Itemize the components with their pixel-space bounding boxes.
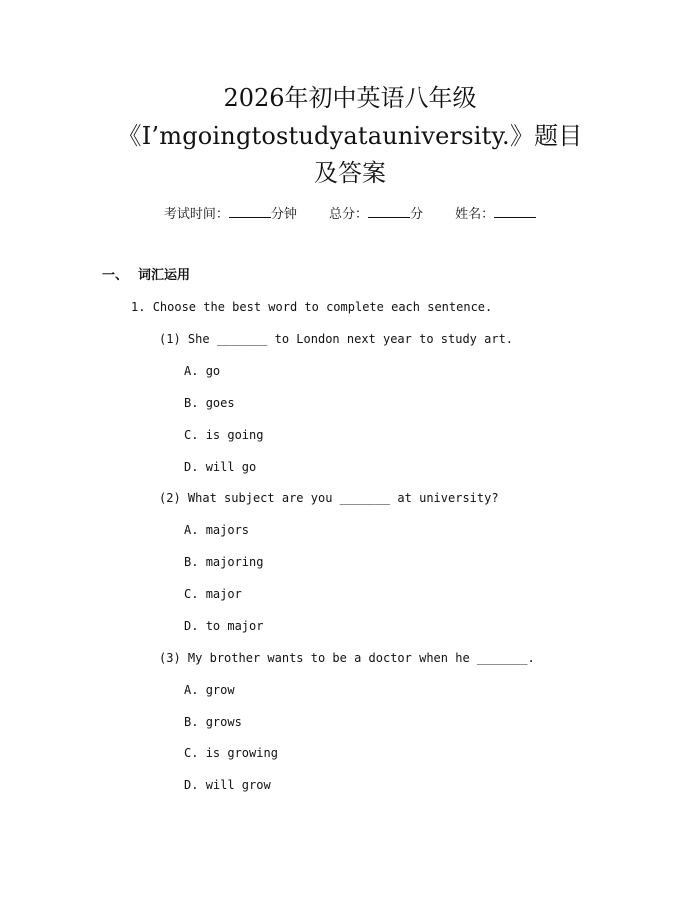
option-text: will grow: [205, 778, 271, 792]
section-title: 词汇运用: [138, 268, 191, 283]
question-instruction: Choose the best word to complete each sentence.: [152, 300, 493, 314]
option-letter: A.: [184, 364, 199, 378]
option-text: will go: [205, 460, 257, 474]
exam-time-unit: 分钟: [270, 207, 297, 222]
option-letter: D.: [184, 778, 199, 792]
option-3c[interactable]: [184, 744, 278, 762]
option-text: goes: [205, 396, 235, 410]
question-number: 1.: [131, 300, 146, 314]
option-text: majoring: [205, 555, 264, 569]
total-score: [329, 204, 423, 225]
student-name-blank[interactable]: [494, 204, 536, 218]
exam-time: [164, 204, 297, 225]
total-score-label: 总分：: [328, 207, 368, 222]
option-2d[interactable]: [184, 617, 263, 635]
sub-question-2: [159, 489, 499, 507]
option-text: is going: [205, 428, 264, 442]
option-text: major: [205, 587, 242, 601]
total-score-blank[interactable]: [368, 204, 410, 218]
student-name: [455, 204, 536, 225]
option-letter: C.: [184, 746, 199, 760]
option-1d[interactable]: [184, 458, 256, 476]
option-3d[interactable]: [184, 776, 271, 794]
exam-time-label: 考试时间：: [163, 207, 229, 222]
option-2c[interactable]: [184, 585, 242, 603]
option-text: majors: [205, 523, 250, 537]
option-letter: A.: [184, 683, 199, 697]
sub-question-text: She _______ to London next year to study art.: [187, 332, 514, 346]
option-1b[interactable]: [184, 394, 235, 412]
option-text: go: [205, 364, 221, 378]
option-text: grows: [205, 715, 242, 729]
exam-time-blank[interactable]: [229, 204, 271, 218]
document-title-line-1: 2026年初中英语八年级: [223, 84, 477, 112]
option-letter: C.: [184, 587, 199, 601]
option-1c[interactable]: [184, 426, 263, 444]
document-title-line-3: 及答案: [314, 159, 386, 187]
option-text: grow: [205, 683, 235, 697]
option-letter: C.: [184, 428, 199, 442]
option-3b[interactable]: [184, 713, 242, 731]
section-heading: [102, 266, 190, 286]
question-1: [131, 298, 492, 316]
option-letter: D.: [184, 460, 199, 474]
sub-question-text: What subject are you _______ at university?: [187, 491, 499, 505]
sub-question-text: My brother wants to be a doctor when he _______.: [187, 651, 535, 665]
exam-meta: [0, 204, 700, 225]
option-letter: A.: [184, 523, 199, 537]
student-name-label: 姓名：: [455, 207, 495, 222]
total-score-unit: 分: [410, 207, 424, 222]
option-3a[interactable]: [184, 681, 235, 699]
option-2b[interactable]: [184, 553, 263, 571]
option-letter: B.: [184, 715, 199, 729]
sub-question-3: [159, 649, 535, 667]
option-letter: B.: [184, 555, 199, 569]
sub-question-number: (2): [159, 491, 181, 505]
option-1a[interactable]: [184, 362, 220, 380]
sub-question-number: (1): [159, 332, 181, 346]
sub-question-number: (3): [159, 651, 181, 665]
document-title-line-2: 《I’mgoingtostudyatauniversity.》题目: [117, 122, 583, 150]
sub-question-1: [159, 330, 513, 348]
option-2a[interactable]: [184, 521, 249, 539]
option-letter: D.: [184, 619, 199, 633]
option-text: is growing: [205, 746, 278, 760]
option-text: to major: [205, 619, 264, 633]
section-number: 一、: [102, 268, 129, 283]
option-letter: B.: [184, 396, 199, 410]
